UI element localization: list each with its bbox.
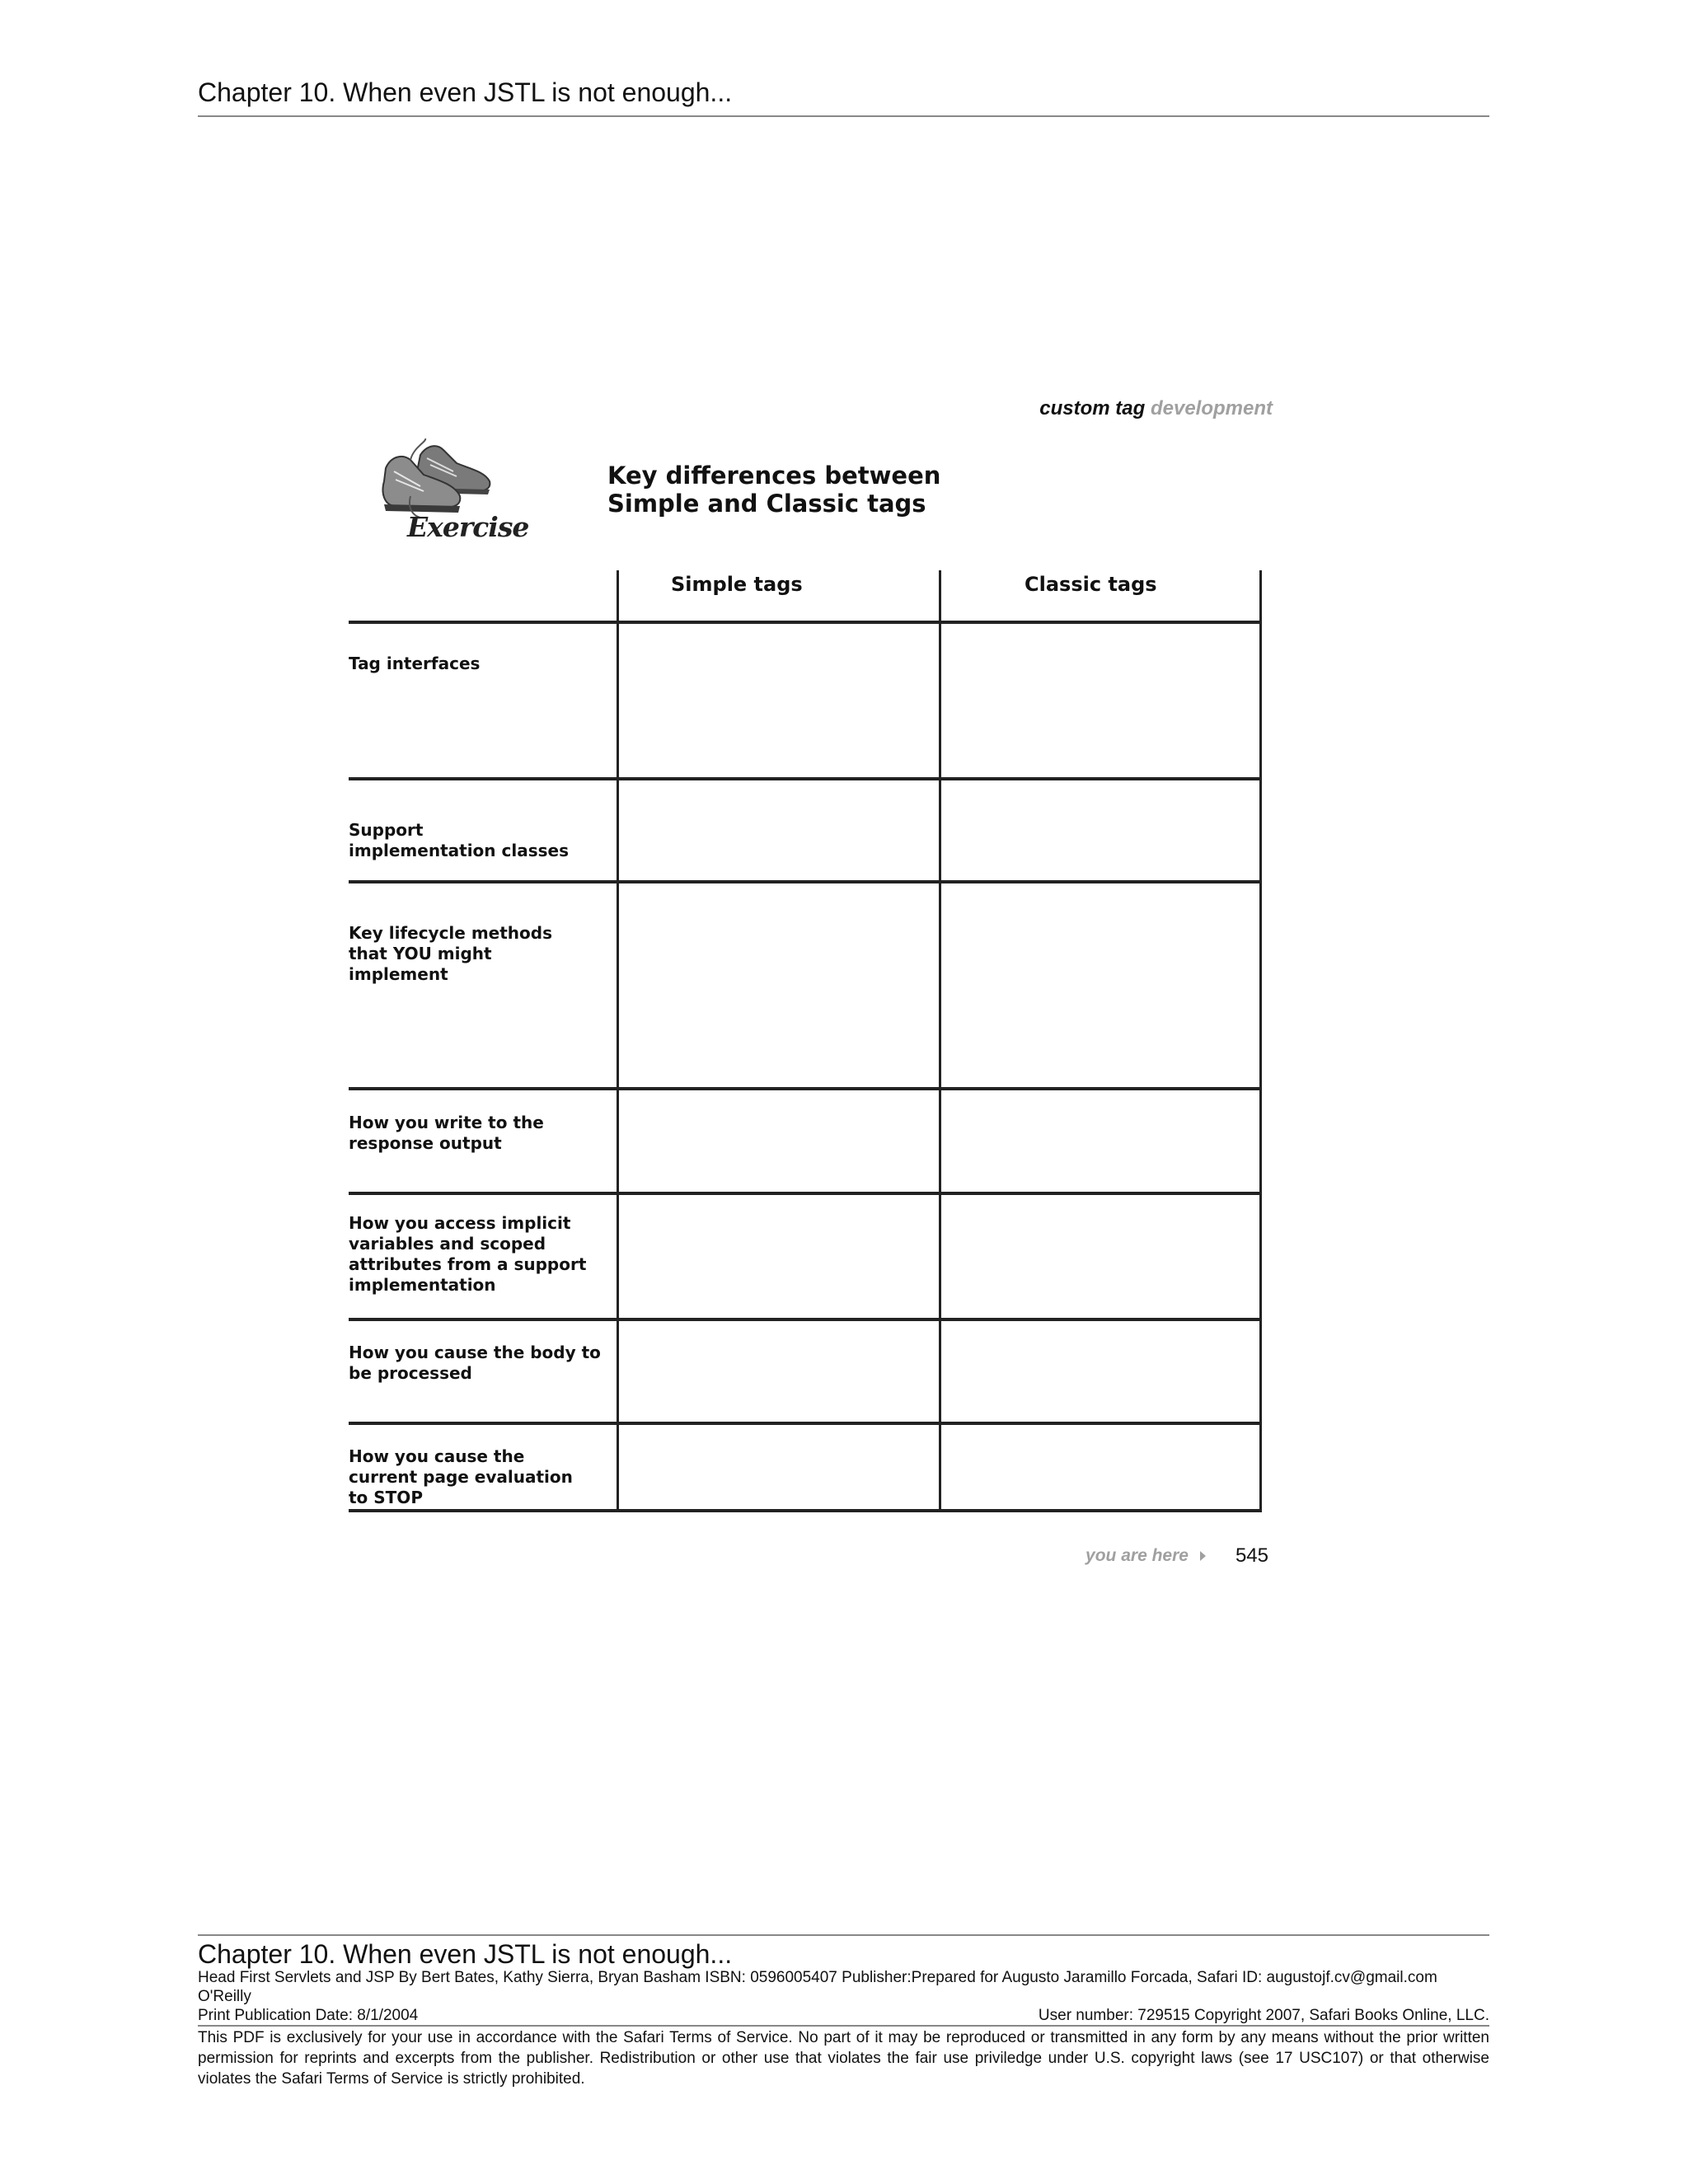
answer-cell-simple-0[interactable] [620,624,938,776]
row-label-tag-interfaces: Tag interfaces [349,654,481,673]
row-label-body-processed: How you cause the body to be processed [349,1343,601,1383]
footer-divider [198,1934,1489,1936]
running-head-bold: custom tag [1039,397,1146,419]
sneakers-icon [377,438,518,521]
right-arrow-icon [1200,1551,1206,1561]
column-header-simple: Simple tags [671,573,803,596]
row-label-support-classes: Support implementation classes [349,820,569,860]
exercise-badge [377,438,529,546]
answer-cell-classic-6[interactable] [942,1425,1259,1508]
footer-user-number: User number: 729515 Copyright 2007, Safari Books Online, LLC. [1038,2007,1489,2024]
row-label-page-stop: How you cause the current page evaluation to STOP [349,1446,573,1507]
table-vline-3 [1259,570,1262,1511]
answer-cell-classic-0[interactable] [942,624,1259,776]
footer-publisher: O'Reilly [198,1988,251,2005]
answer-cell-classic-2[interactable] [942,883,1259,1086]
exercise-title-line-1: Key differences between [607,462,941,490]
header-divider [198,115,1489,117]
row-label-response-output: How you write to the response output [349,1113,544,1153]
row-label-implicit-variables: How you access implicit variables and scoped attributes from a support implementation [349,1213,587,1295]
running-head-grey: development [1150,397,1273,419]
exercise-label: Exercise [407,511,529,543]
footer-legal-notice: This PDF is exclusively for your use in accordance with the Safari Terms of Service. No part of it may be reproduced or transmitted in any form by any means without the prior written permission for reprints and excerpts from the publisher. Redistribution or other use that violates the fair use priviledge under U.S. copyright laws (see 17 USC107) or that otherwise violates the Safari Terms of Service is strictly prohibited. [198,2029,1489,2088]
table-vline-2 [939,570,941,1511]
answer-cell-simple-1[interactable] [620,780,938,879]
page-number: 545 [1235,1544,1268,1567]
answer-cell-simple-5[interactable] [620,1321,938,1421]
answer-cell-classic-4[interactable] [942,1195,1259,1317]
answer-cell-simple-4[interactable] [620,1195,938,1317]
table-vline-1 [617,570,619,1511]
table-hline-7 [349,1509,1262,1512]
page-folio [1085,1544,1268,1568]
answer-cell-simple-3[interactable] [620,1090,938,1191]
column-header-classic: Classic tags [1025,573,1157,596]
answer-cell-classic-5[interactable] [942,1321,1259,1421]
answer-cell-classic-3[interactable] [942,1090,1259,1191]
page-header-title: Chapter 10. When even JSTL is not enough... [198,77,733,107]
answer-cell-classic-1[interactable] [942,780,1259,879]
answer-cell-simple-6[interactable] [620,1425,938,1508]
footer-book-info: Head First Servlets and JSP By Bert Bates, Kathy Sierra, Bryan Basham ISBN: 0596005407 Publisher:Prepared for Augusto Jaramillo Forcada, Safari ID: augustojf.cv@gmail.com [198,1969,1437,1986]
exercise-title-line-2: Simple and Classic tags [607,490,926,518]
footer-print-date: Print Publication Date: 8/1/2004 [198,2007,419,2024]
footer-date-row [198,2006,1489,2027]
you-are-here-label: you are here [1085,1546,1189,1565]
running-head [1039,397,1273,420]
footer-chapter-title: Chapter 10. When even JSTL is not enough... [198,1939,733,1969]
exercise-title [607,462,940,518]
answer-cell-simple-2[interactable] [620,883,938,1086]
row-label-lifecycle-methods: Key lifecycle methods that YOU might implement [349,923,552,984]
